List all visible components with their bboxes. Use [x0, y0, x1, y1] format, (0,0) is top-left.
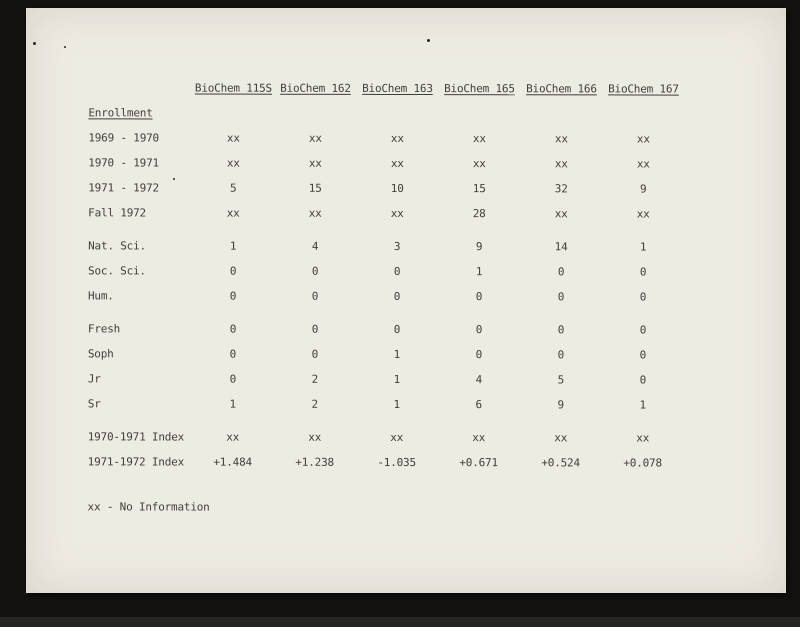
column-header: BioChem 115S: [194, 81, 272, 95]
value-cell: xx: [390, 156, 404, 170]
value-cell: xx: [226, 206, 240, 220]
value-cell: 0: [557, 290, 565, 304]
row-label: Fresh: [87, 322, 121, 336]
value-cell: 6: [475, 398, 483, 412]
value-cell: 1: [393, 397, 401, 411]
table-row: [88, 200, 684, 226]
enrollment-table: [88, 75, 685, 475]
value-cell: 0: [311, 322, 319, 336]
value-cell: 0: [229, 347, 237, 361]
value-cell: +0.671: [459, 456, 498, 470]
value-cell: 10: [390, 181, 404, 195]
value-cell: 32: [554, 182, 568, 196]
value-cell: 0: [311, 289, 319, 303]
value-cell: xx: [226, 131, 240, 145]
column-header: BioChem 165: [444, 82, 515, 96]
row-label: Fall 1972: [88, 206, 147, 220]
row-label: 1970-1971 Index: [87, 430, 185, 444]
value-cell: +1.238: [295, 455, 334, 469]
value-cell: 4: [475, 373, 483, 387]
value-cell: 1: [475, 265, 483, 279]
value-cell: xx: [308, 206, 322, 220]
column-header: BioChem 167: [608, 82, 679, 96]
value-cell: 14: [554, 240, 568, 254]
value-cell: 1: [229, 239, 237, 253]
value-cell: 9: [475, 240, 483, 254]
value-cell: 15: [472, 182, 486, 196]
table-row: [88, 391, 684, 417]
value-cell: xx: [636, 157, 650, 171]
value-cell: 1: [639, 240, 647, 254]
value-cell: xx: [308, 131, 322, 145]
table-row: [88, 449, 684, 475]
section-row-spacer: [192, 101, 684, 127]
value-cell: 0: [393, 289, 401, 303]
table-row: [88, 175, 684, 201]
value-cell: 0: [475, 290, 483, 304]
value-cell: 0: [393, 264, 401, 278]
value-cell: xx: [390, 131, 404, 145]
value-cell: xx: [554, 132, 568, 146]
value-cell: xx: [308, 430, 322, 444]
value-cell: 9: [557, 398, 565, 412]
value-cell: 28: [472, 207, 486, 221]
value-cell: xx: [390, 430, 404, 444]
table-row: [88, 366, 684, 392]
value-cell: xx: [636, 431, 650, 445]
row-label: Soc. Sci.: [88, 264, 146, 278]
row-label: Jr: [87, 372, 101, 386]
table-row: [88, 150, 684, 176]
value-cell: 1: [639, 398, 647, 412]
value-cell: 0: [311, 264, 319, 278]
value-cell: 0: [639, 373, 647, 387]
table-row: [88, 308, 684, 342]
value-cell: 0: [229, 289, 237, 303]
table-row: [88, 258, 684, 284]
value-cell: xx: [636, 207, 650, 221]
value-cell: +0.524: [541, 456, 580, 470]
row-label: Hum.: [87, 289, 114, 303]
column-header: BioChem 163: [362, 81, 433, 96]
value-cell: xx: [554, 207, 568, 221]
paper-sheet: [26, 8, 786, 593]
row-label: Soph: [87, 347, 114, 361]
value-cell: 0: [639, 265, 647, 279]
footnote: xx - No Information: [87, 500, 210, 514]
value-cell: 0: [475, 348, 483, 362]
value-cell: xx: [554, 157, 568, 171]
value-cell: 0: [229, 322, 237, 336]
row-label: 1971 - 1972: [88, 181, 159, 195]
value-cell: 1: [229, 397, 237, 411]
row-label: 1969 - 1970: [88, 131, 160, 145]
value-cell: 0: [557, 323, 565, 337]
value-cell: +0.078: [623, 456, 662, 470]
value-cell: 0: [639, 290, 647, 304]
value-cell: xx: [472, 132, 486, 146]
dust-speck: [173, 178, 175, 180]
table-header-row: [88, 75, 684, 101]
value-cell: 9: [640, 182, 647, 196]
value-cell: +1.484: [213, 455, 252, 469]
value-cell: 5: [230, 181, 237, 195]
value-cell: 2: [311, 397, 319, 411]
section-row: [88, 100, 684, 126]
value-cell: 0: [557, 265, 565, 279]
column-header: BioChem 166: [526, 82, 597, 96]
value-cell: xx: [226, 156, 240, 170]
value-cell: 0: [475, 323, 483, 337]
table-row: [88, 416, 684, 450]
value-cell: 0: [393, 322, 401, 336]
table-body: [88, 100, 685, 475]
value-cell: xx: [226, 430, 240, 444]
value-cell: 0: [229, 264, 237, 278]
value-cell: 0: [639, 323, 647, 337]
dust-speck: [33, 42, 36, 45]
value-cell: 1: [393, 347, 401, 361]
table-row: [88, 225, 684, 259]
table-row: [88, 283, 684, 309]
value-cell: xx: [472, 157, 486, 171]
table-row: [88, 125, 684, 151]
value-cell: 0: [557, 348, 565, 362]
value-cell: 0: [639, 348, 647, 362]
value-cell: -1.035: [377, 455, 416, 470]
value-cell: xx: [554, 431, 568, 445]
value-cell: 5: [557, 373, 565, 387]
row-label: Nat. Sci.: [88, 239, 146, 253]
value-cell: xx: [308, 156, 322, 170]
value-cell: 0: [229, 372, 237, 386]
value-cell: xx: [636, 132, 650, 146]
value-cell: xx: [390, 206, 404, 220]
section-label: Enrollment: [88, 106, 153, 120]
row-label: 1971-1972 Index: [87, 455, 185, 469]
value-cell: xx: [472, 431, 486, 445]
value-cell: 4: [311, 239, 319, 253]
column-header: BioChem 162: [280, 81, 351, 95]
value-cell: 0: [311, 347, 319, 361]
value-cell: 2: [311, 372, 319, 386]
row-label: 1970 - 1971: [88, 156, 159, 170]
value-cell: 3: [393, 239, 401, 253]
paper-content: [25, 7, 786, 594]
dust-speck: [427, 39, 430, 42]
value-cell: 1: [393, 372, 401, 386]
table-row: [88, 341, 684, 367]
dust-speck: [64, 46, 66, 48]
value-cell: 15: [308, 181, 322, 195]
header-empty-cell: [88, 75, 192, 100]
row-label: Sr: [87, 397, 101, 411]
